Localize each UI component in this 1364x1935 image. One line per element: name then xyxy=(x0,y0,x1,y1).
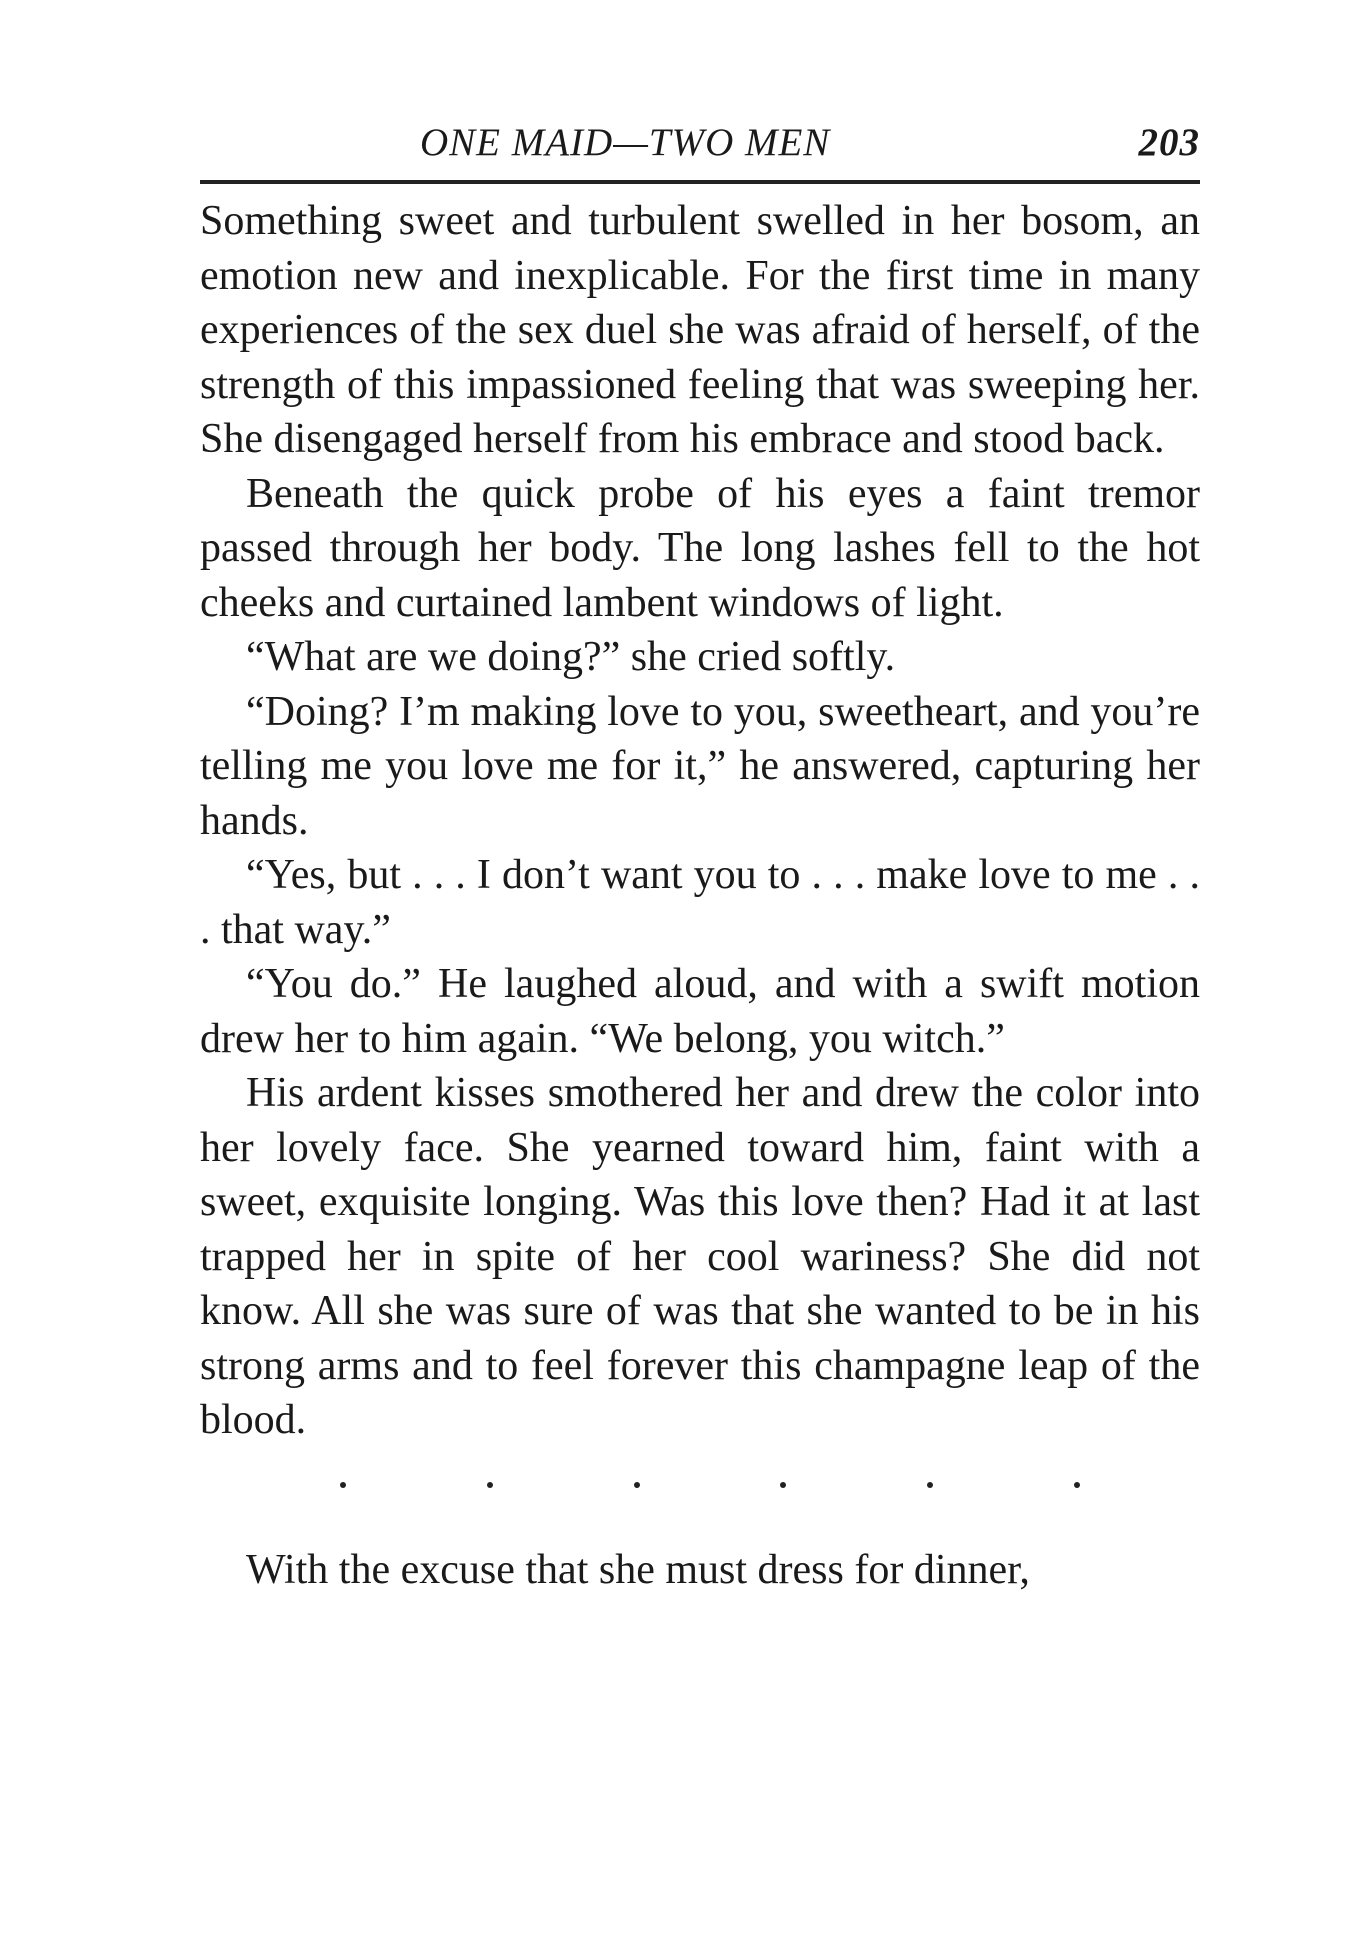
section-break xyxy=(200,1448,1200,1543)
running-title: ONE MAID—TWO MEN xyxy=(420,121,831,164)
book-page xyxy=(200,120,1200,1597)
ornament-dot xyxy=(487,1482,493,1488)
paragraph: “Doing? I’m making love to you, sweetheart, and you’re telling me you love me for it,” he answered, capturing her hands. xyxy=(200,688,1200,844)
paragraph: Beneath the quick probe of his eyes a faint tremor passed through her body. The long lashes fell to the hot cheeks and curtained lambent windows of light. xyxy=(200,470,1200,626)
paragraph: “Yes, but . . . I don’t want you to . . . make love to me . . . that way.” xyxy=(200,852,1200,953)
ornament-dot xyxy=(634,1482,640,1488)
body-text xyxy=(200,194,1200,1597)
running-header xyxy=(200,120,1200,176)
paragraph: “What are we doing?” she cried softly. xyxy=(246,634,896,680)
paragraph: Something sweet and turbulent swelled in her bosom, an emotion new and inexplicable. For the first time in many experiences of the sex duel she was afraid of herself, of the strength of this impassioned feeling that was sweeping her. She disengaged herself from his embrace and stood back. xyxy=(200,198,1200,462)
header-rule xyxy=(200,180,1200,184)
paragraph: His ardent kisses smothered her and drew the color into her lovely face. She yearned toward him, faint with a sweet, exquisite longing. Was this love then? Had it at last trapped her in spite of her cool wariness? She did not know. All she was sure of was that she wanted to be in his strong arms and to feel forever this champagne leap of the blood. xyxy=(200,1070,1200,1443)
ornament-dot xyxy=(1074,1482,1080,1488)
ornament-dot xyxy=(927,1482,933,1488)
page-number: 203 xyxy=(1138,121,1200,164)
ornament-dot xyxy=(780,1482,786,1488)
paragraph: “You do.” He laughed aloud, and with a swift motion drew her to him again. “We belong, you witch.” xyxy=(200,961,1200,1062)
paragraph: With the excuse that she must dress for dinner, xyxy=(246,1546,1030,1593)
ornament-dot xyxy=(340,1482,346,1488)
